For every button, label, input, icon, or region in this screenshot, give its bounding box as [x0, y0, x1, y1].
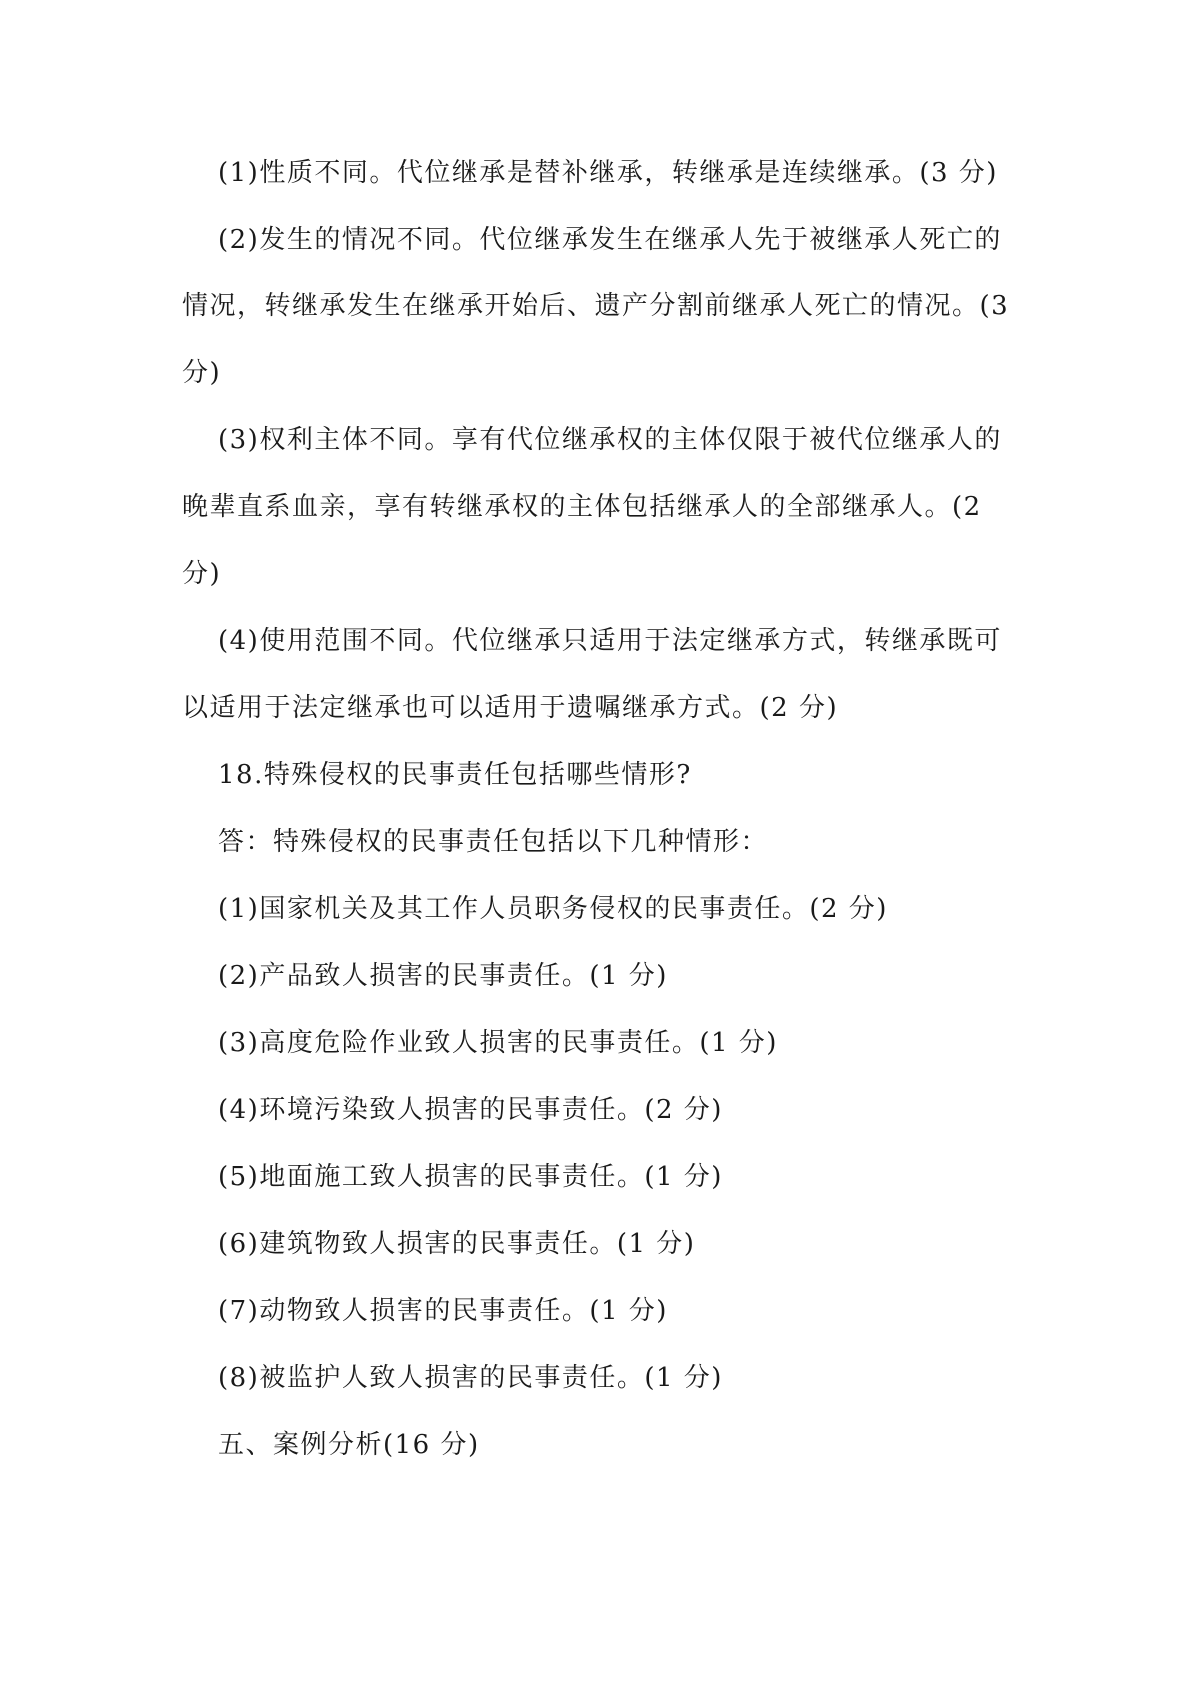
list-item: (7)动物致人损害的民事责任。(1 分): [218, 1296, 668, 1326]
paragraph-line: (2)发生的情况不同。代位继承发生在继承人先于被继承人死亡的: [218, 225, 1002, 255]
question-heading: 18.特殊侵权的民事责任包括哪些情形?: [218, 760, 692, 790]
answer-intro: 答：特殊侵权的民事责任包括以下几种情形：: [218, 827, 769, 857]
list-item: (1)国家机关及其工作人员职务侵权的民事责任。(2 分): [218, 894, 888, 924]
paragraph-line: 晚辈直系血亲，享有转继承权的主体包括继承人的全部继承人。(2: [182, 492, 982, 522]
paragraph-line: (3)权利主体不同。享有代位继承权的主体仅限于被代位继承人的: [218, 425, 1002, 455]
paragraph-line: 情况，转继承发生在继承开始后、遗产分割前继承人死亡的情况。(3: [182, 291, 1010, 321]
list-item: (4)环境污染致人损害的民事责任。(2 分): [218, 1095, 723, 1125]
list-item: (2)产品致人损害的民事责任。(1 分): [218, 961, 668, 991]
paragraph-line: 分): [182, 559, 222, 589]
list-item: (8)被监护人致人损害的民事责任。(1 分): [218, 1363, 723, 1393]
paragraph-line: 以适用于法定继承也可以适用于遗嘱继承方式。(2 分): [182, 693, 839, 723]
paragraph-line: (1)性质不同。代位继承是替补继承，转继承是连续继承。(3 分): [218, 158, 998, 188]
paragraph-line: (4)使用范围不同。代位继承只适用于法定继承方式，转继承既可: [218, 626, 1002, 656]
paragraph-line: 分): [182, 358, 222, 388]
list-item: (6)建筑物致人损害的民事责任。(1 分): [218, 1229, 696, 1259]
section-heading: 五、案例分析(16 分): [218, 1430, 480, 1460]
list-item: (5)地面施工致人损害的民事责任。(1 分): [218, 1162, 723, 1192]
list-item: (3)高度危险作业致人损害的民事责任。(1 分): [218, 1028, 778, 1058]
